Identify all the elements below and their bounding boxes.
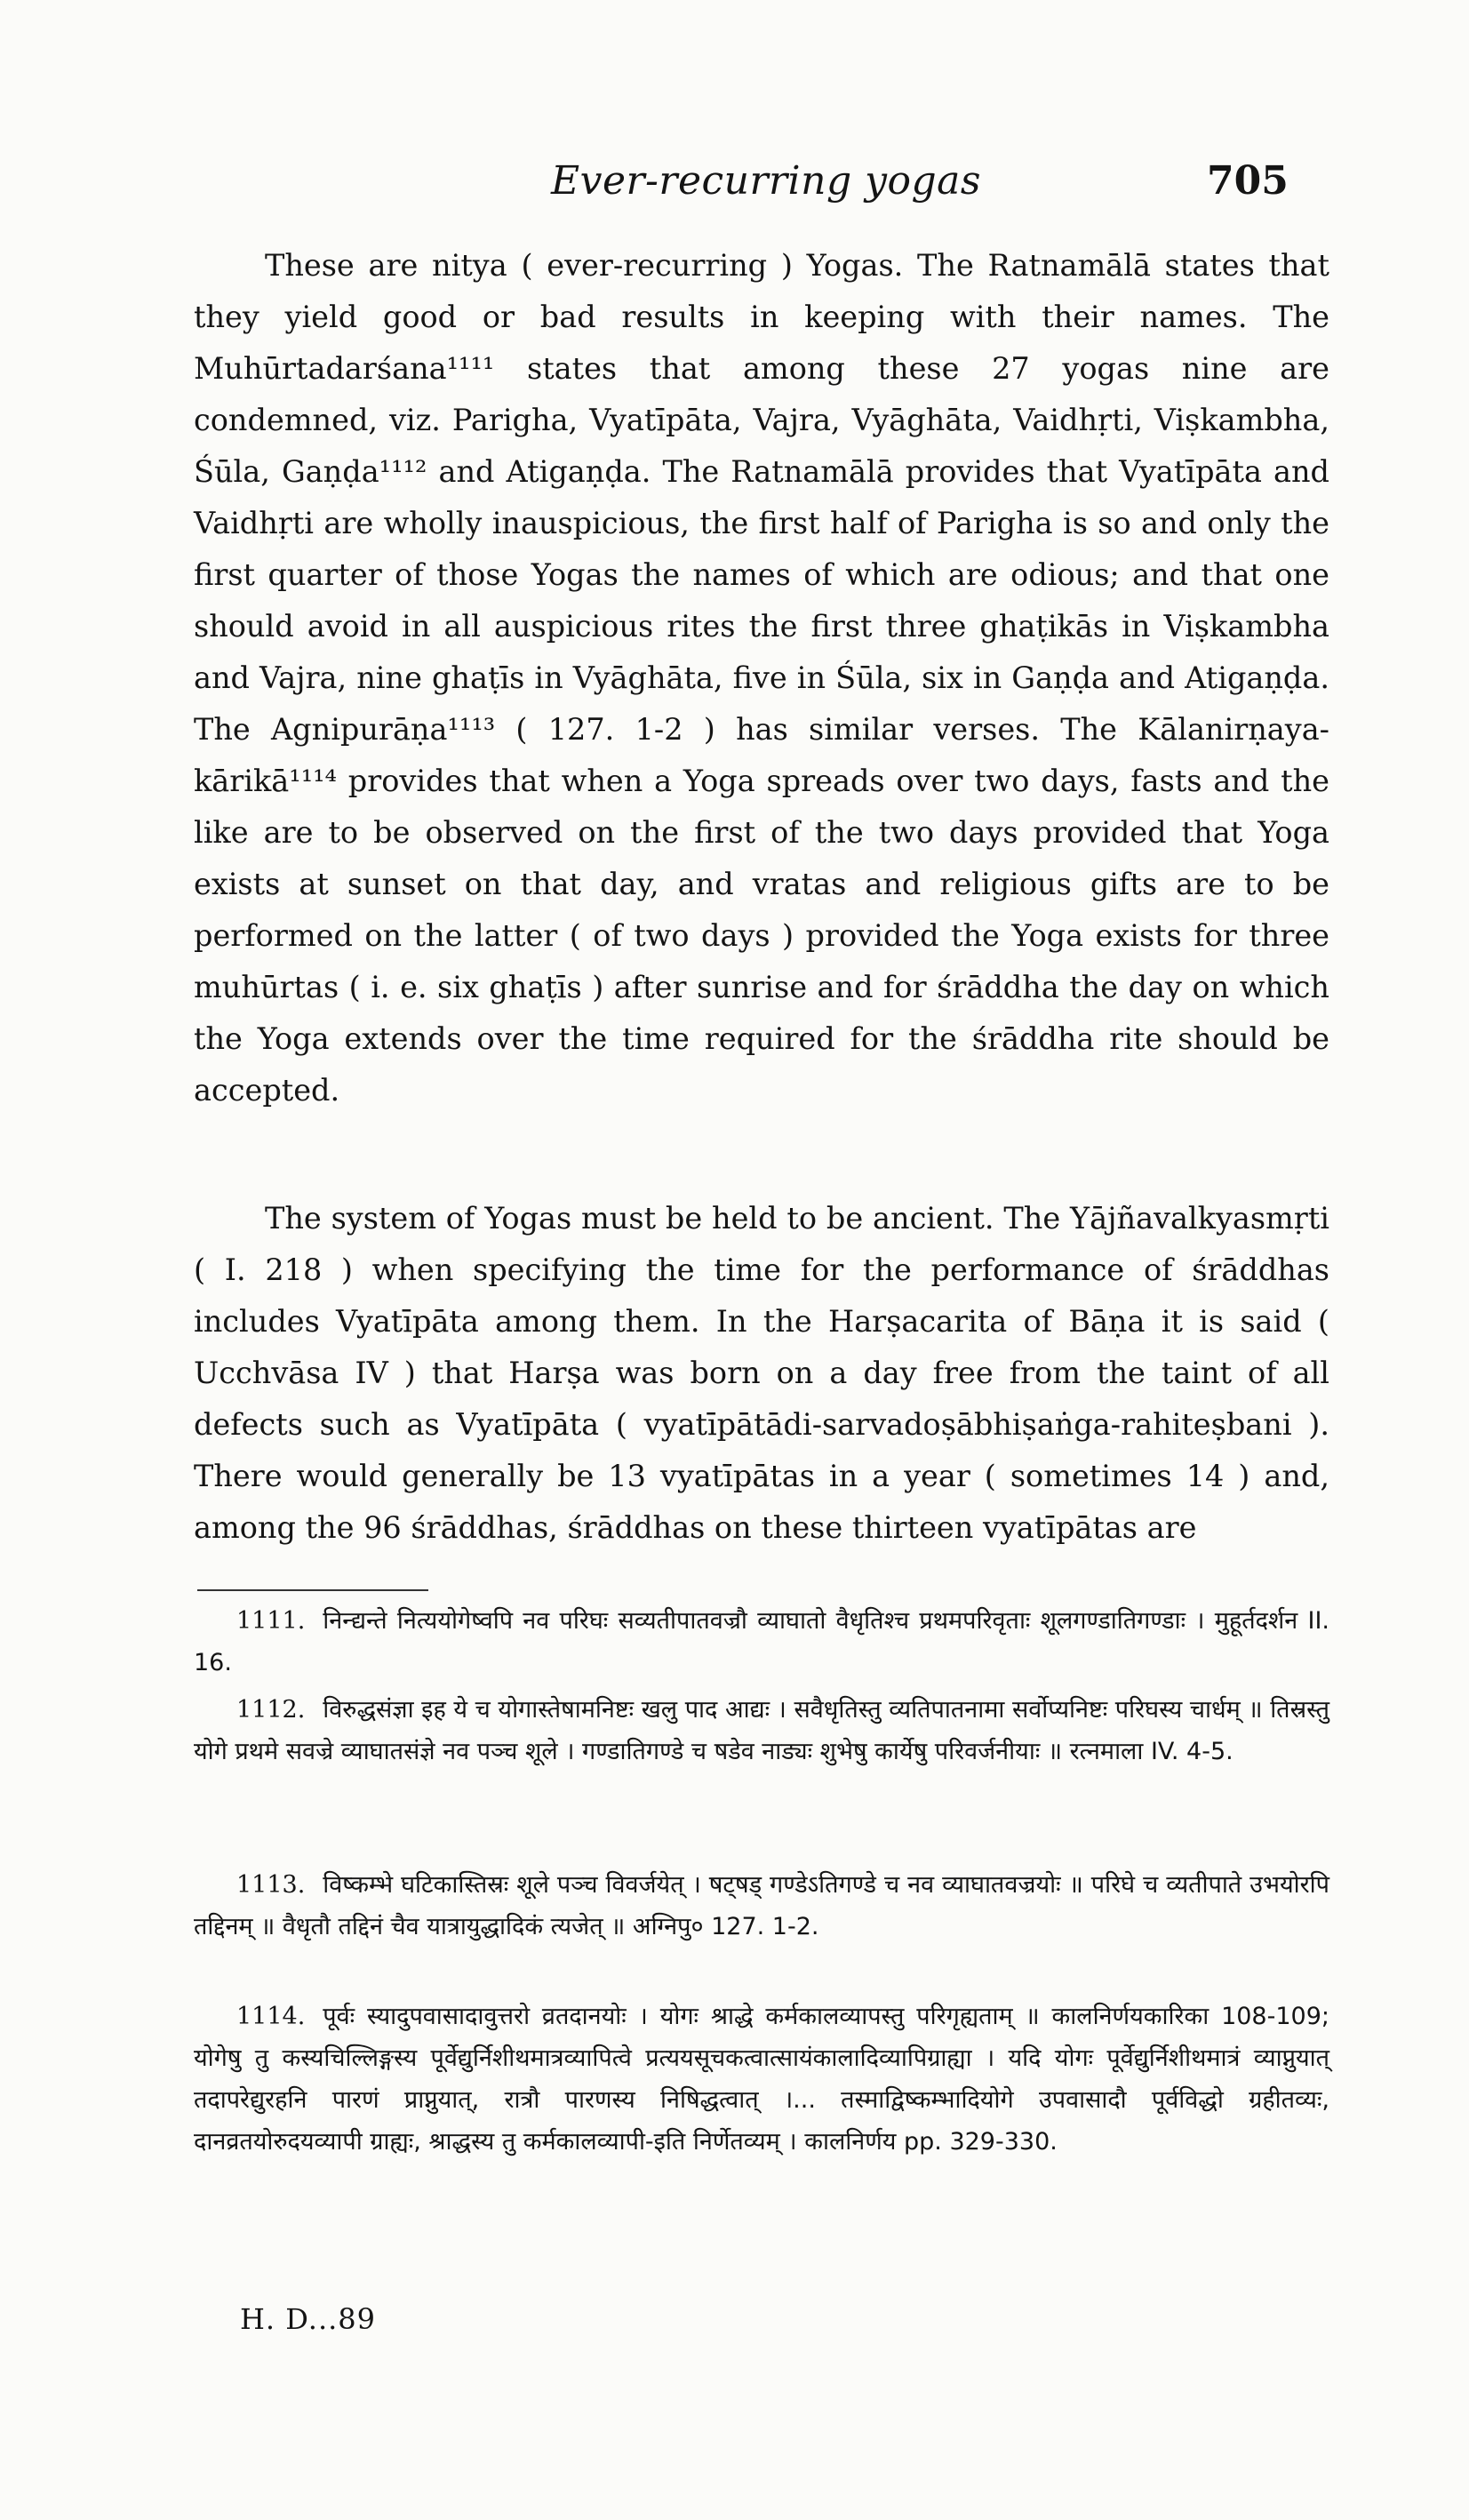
footnote — [194, 1996, 1329, 2163]
footnote-text: विष्कम्भे घटिकास्तिस्रः शूले पञ्च विवर्जयेत् । षट्षड् गण्डेऽतिगण्डे च नव व्याघातवज्रयोः ॥ परिघे च व्यतीपाते उभयोरपि तद्दिनम् ॥ वैधृतौ तद्दिनं चैव यात्रायुद्धादिकं त्यजेत् ॥ अग्निपु० 127. 1-2. — [194, 1871, 1329, 1940]
printer-signature: H. D...89 — [240, 2302, 376, 2336]
page-header — [0, 158, 1469, 212]
footnote — [194, 1600, 1329, 1684]
running-head: Ever-recurring yogas — [551, 158, 981, 204]
footnote-text: निन्द्यन्ते नित्ययोगेष्वपि नव परिघः सव्यतीपातवज्रौ व्याघातो वैधृतिश्च प्रथमपरिवृताः शूलगण्डातिगण्डाः । मुहूर्तदर्शन II. 16. — [194, 1607, 1329, 1676]
footnote-number: 1112. — [236, 1696, 306, 1724]
footnote — [194, 1689, 1329, 1772]
footnote-text: पूर्वः स्यादुपवासादावुत्तरो व्रतदानयोः । योगः श्राद्धे कर्मकालव्यापस्तु परिगृह्यताम् ॥ कालनिर्णयकारिका 108-109; योगेषु तु कस्यचिल्लिङ्गस्य पूर्वेद्युर्निशीथमात्रव्यापित्वे प्रत्ययसूचकत्वात्सायंकालादिव्यापिग्राह्या । यदि योगः पूर्वेद्युर्निशीथमात्रं व्याप्नुयात् तदापरेद्युरहनि पारणं प्राप्नुयात्, रात्रौ पारणस्य निषिद्धत्वात् ।... तस्माद्विष्कम्भादियोगे उपवासादौ पूर्वविद्धो ग्रहीतव्यः, दानव्रतयोरुदयव्यापी ग्राह्यः, श्राद्धस्य तु कर्मकालव्यापी-इति निर्णेतव्यम् । कालनिर्णय pp. 329-330. — [194, 2003, 1329, 2156]
footnote-text: विरुद्धसंज्ञा इह ये च योगास्तेषामनिष्टः खलु पाद आद्यः । सवैधृतिस्तु व्यतिपातनामा सर्वोप्यनिष्टः परिघस्य चार्धम् ॥ तिस्रस्तु योगे प्रथमे सवज्रे व्याघातसंज्ञे नव पञ्च शूले । गण्डातिगण्डे च षडेव नाड्यः शुभेषु कार्येषु परिवर्जनीयाः ॥ रत्नमाला IV. 4-5. — [194, 1696, 1329, 1765]
body-paragraph: The system of Yogas must be held to be ancient. The Yājñavalkyasmṛti ( I. 218 ) when specifying the time for the performance of śrāddhas includes Vyatīpāta among them. In the Harṣacarita of Bāṇa it is said ( Ucchvāsa IV ) that Harṣa was born on a day free from the taint of all defects such as Vyatīpāta ( vyatīpātādi-sarvadoṣābhiṣaṅga-rahiteṣbani ). There would generally be 13 vyatīpātas in a year ( sometimes 14 ) and, among the 96 śrāddhas, śrāddhas on these thirteen vyatīpātas are — [194, 1201, 1329, 1545]
footnote-number: 1113. — [236, 1871, 306, 1899]
page-number: 705 — [1207, 158, 1289, 204]
body-paragraph: These are nitya ( ever-recurring ) Yogas. The Ratnamālā states that they yield good or bad results in keeping with their names. The Muhūrtadarśana¹¹¹¹ states that among these 27 yogas nine are condemned, viz. Parigha, Vyatīpāta, Vajra, Vyāghāta, Vaidhṛti, Viṣkambha, Śūla, Gaṇḍa¹¹¹² and Atigaṇḍa. The Ratnamālā provides that Vyatīpāta and Vaidhṛti are wholly inauspicious, the first half of Parigha is so and only the first quarter of those Yogas the names of which are odious; and that one should avoid in all auspicious rites the first three ghaṭikās in Viṣkambha and Vajra, nine ghaṭīs in Vyāghāta, five in Śūla, six in Gaṇḍa and Atigaṇḍa. The Agnipurāṇa¹¹¹³ ( 127. 1-2 ) has similar verses. The Kālanirṇaya-kārikā¹¹¹⁴ provides that when a Yoga spreads over two days, fasts and the like are to be observed on the first of the two days provided that Yoga exists at sunset on that day, and vratas and religious gifts are to be performed on the latter ( of two days ) provided the Yoga exists for three muhūrtas ( i. e. six ghaṭīs ) after sunrise and for śrāddha the day on which the Yoga extends over the time required for the śrāddha rite should be accepted. — [194, 248, 1329, 1108]
footnote-number: 1111. — [236, 1607, 306, 1635]
footnote-number: 1114. — [236, 2003, 306, 2030]
footnote — [194, 1864, 1329, 1948]
footnote-divider — [197, 1589, 428, 1591]
